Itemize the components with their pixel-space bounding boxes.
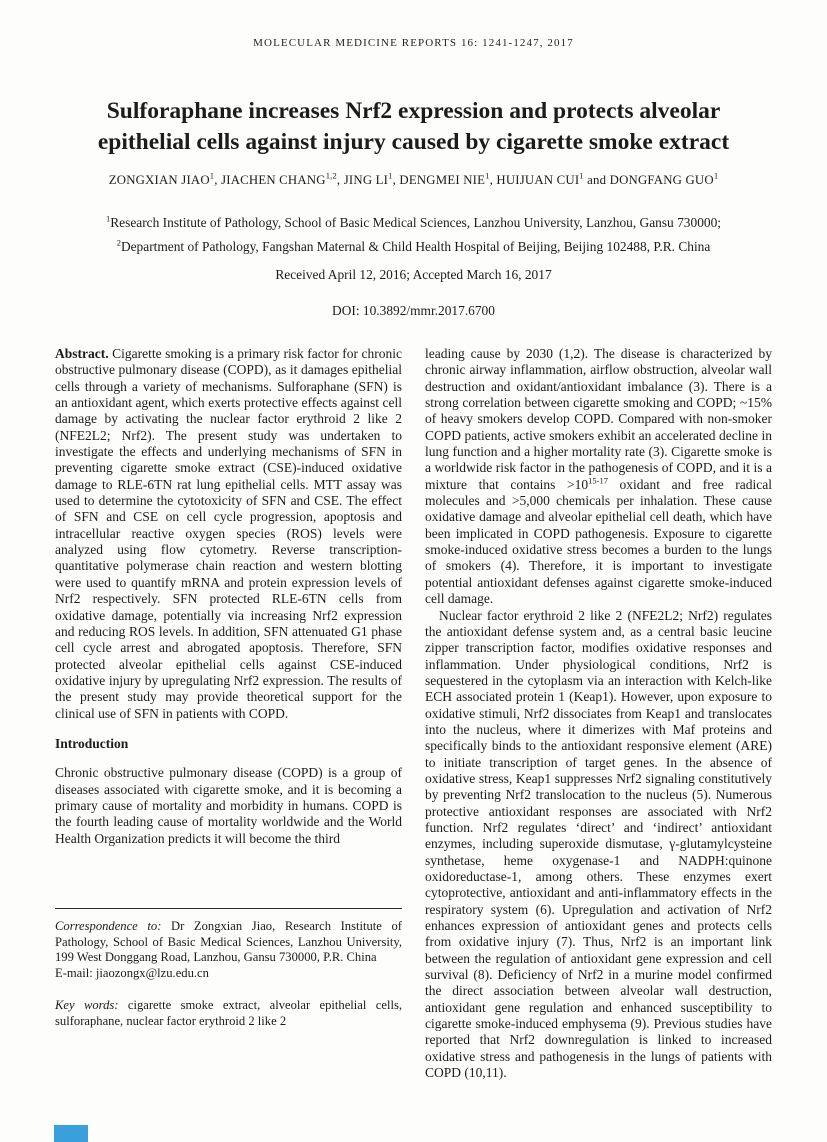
journal-header: MOLECULAR MEDICINE REPORTS 16: 1241-1247, 2017 — [253, 37, 574, 49]
keywords-note — [55, 998, 402, 1029]
introduction-paragraph-left: Chronic obstructive pulmonary disease (COPD) is a group of diseases associated with cigarette smoke, and it is becoming a primary cause of mortality and morbidity in humans. COPD is the fourth leading cause of mortality worldwide and the World Health Organization predicts it will become the third — [55, 765, 402, 846]
exponent-sup: 15-17 — [588, 475, 608, 486]
authors-line — [20, 170, 807, 188]
affiliations — [20, 211, 807, 259]
affiliation-sup: 1 — [106, 213, 111, 224]
introduction-paragraph-right-1: leading cause by 2030 (1,2). The disease is characterized by chronic airway inflammation, airflow obstruction, alveolar wall destruction and oxidant/antioxidant imbalance (3). There is a strong correlation between cigarette smoking and COPD; ~15% of heavy smokers develop COPD. Compared with non-smoker COPD patients, active smokers exhibit an accelerated decline in lung function and a higher mortality rate (3). Cigarette smoke is a worldwide risk factor in the pathogenesis of COPD, and it is a mixture that contains $>10^{15-17}$ oxidant and free radical molecules and >5,000 chemicals per inhalation. These cause oxidative damage and alveolar epithelial cell death, which have been implicated in COPD pathogenesis. Exposure to cigarette smoke-induced oxidative stress becomes a burden to the lungs of smokers (4). Therefore, it is important to investigate potential antioxidant defenses against cigarette smoke-induced cell damage. — [425, 346, 772, 607]
affiliation-line: $^2$Department of Pathology, Fangshan Maternal & Child Health Hospital of Beijing, Beijing 102488, P.R. China — [116, 237, 711, 254]
footnote-block — [55, 908, 402, 1029]
author: DONGFANG GUO$^1$ — [609, 170, 719, 187]
author-affiliation-sup: 1 — [209, 170, 215, 181]
doi: DOI: 10.3892/mmr.2017.6700 — [332, 303, 495, 318]
abstract-label: Abstract. — [55, 346, 109, 361]
affiliation-sup: 2 — [116, 237, 121, 248]
introduction-heading: Introduction — [55, 735, 129, 751]
right-column — [425, 346, 772, 1142]
author: HUIJUAN CUI$^1$ and — [496, 170, 610, 187]
abstract-paragraph — [55, 346, 402, 722]
two-column-body — [55, 346, 772, 1142]
author: JIACHEN CHANG$^{1,2}$, — [221, 170, 344, 187]
author: ZONGXIAN JIAO$^1$, — [108, 170, 222, 187]
correspondence-text: Dr Zongxian Jiao, Research Institute of Pathology, School of Basic Medical Sciences, Lanzhou University, 199 West Donggang Road, Lanzhou, Gansu 730000, P.R. China — [55, 919, 402, 965]
abstract-text: Cigarette smoking is a primary risk factor for chronic obstructive pulmonary disease (COPD), as it damages epithelial cells through a variety of mechanisms. Sulforaphane (SFN) is an antioxidant agent, which exerts protective effects against cell damage by activating the nuclear factor erythroid 2 like 2 (NFE2L2; Nrf2). The present study was undertaken to investigate the effects and underlying mechanisms of SFN in preventing cigarette smoke extract (CSE)-induced oxidative damage to RLE-6TN rat lung epithelial cells. MTT assay was used to determine the cytotoxicity of SFN and CSE. The effect of SFN and CSE on cell cycle progression, apoptosis and intracellular reactive oxygen species (ROS) levels were analyzed using flow cytometry. Reverse transcription-quantitative polymerase chain reaction and western blotting were used to quantify mRNA and protein expression levels of Nrf2 respectively. SFN protected RLE-6TN cells from oxidative damage, potentially via increasing Nrf2 expression and reducing ROS levels. In addition, SFN attenuated G1 phase cell cycle arrest and abrogated apoptosis. Therefore, SFN protected alveolar epithelial cells against CSE-induced oxidative injury by upregulating Nrf2 expression. The results of the present study may provide theoretical support for the clinical use of SFN in patients with COPD. — [55, 346, 402, 721]
author-affiliation-sup: 1,2 — [325, 170, 337, 181]
received-accepted-dates: Received April 12, 2016; Accepted March 16, 2017 — [275, 267, 552, 282]
article-title-line1: Sulforaphane increases Nrf2 expression and protects alveolar — [106, 98, 721, 124]
keywords-text: cigarette smoke extract, alveolar epithelial cells, sulforaphane, nuclear factor erythroid 2 like 2 — [55, 997, 402, 1028]
article-title — [30, 96, 797, 158]
article-title-line2: epithelial cells against injury caused by cigarette smoke extract — [97, 129, 730, 155]
introduction-paragraph-right-2: Nuclear factor erythroid 2 like 2 (NFE2L2; Nrf2) regulates the antioxidant defense system and, as a central basic leucine zipper transcription factor, modifies oxidative responses and inflammation. Under physiological conditions, Nrf2 is sequestered in the cytoplasm via an interaction with Kelch-like ECH associated protein 1 (Keap1). However, upon exposure to oxidative stimuli, Nrf2 dissociates from Keap1 and translocates into the nucleus, where it dimerizes with Maf proteins and specifically binds to the antioxidant responsive element (ARE) to initiate transcription of target genes. In the absence of oxidative stress, Keap1 suppresses Nrf2 signaling constitutively by preventing Nrf2 translocation to the nucleus (5). Numerous protective antioxidant responses are associated with Nrf2 function. Nrf2 regulates ‘direct’ and ‘indirect’ antioxidant enzymes, including superoxide dismutase, γ-glutamylcysteine synthetase, heme oxygenase-1 and NADPH:quinone oxidoreductase-1, among others. These enzymes exert cytoprotective, antioxidant and anti-inflammatory effects in the respiratory system (6). Upregulation and activation of Nrf2 enhances expression of antioxidant genes and protects cells from oxidative injury (7). Thus, Nrf2 is an important link between the regulation of antioxidant gene expression and cell survival (8). Deficiency of Nrf2 in a murine model confirmed the direct association between alveolar wall destruction, antioxidant gene regulation and enhanced susceptibility to cigarette smoke-induced emphysema (9). Previous studies have reported that Nrf2 downregulation is linked to increased oxidative stress and pathogenesis in the lungs of patients with COPD (10,11). — [425, 607, 772, 1081]
correspondence-note — [55, 919, 402, 966]
author: DENGMEI NIE$^1$, — [399, 170, 497, 187]
author-affiliation-sup: 1 — [579, 170, 584, 181]
author-affiliation-sup: 1 — [713, 170, 719, 181]
correspondence-label: Correspondence to: — [55, 919, 162, 933]
keywords-label: Key words: — [55, 997, 119, 1012]
author-affiliation-sup: 1 — [388, 170, 393, 181]
author: JING $LI^1$, — [343, 170, 400, 187]
affiliation-line: $^1$Research Institute of Pathology, School of Basic Medical Sciences, Lanzhou University, Lanzhou, Gansu 730000; — [106, 213, 721, 230]
correspondence-email: E-mail: jiaozongx@lzu.edu.cn — [55, 966, 209, 981]
left-column — [55, 346, 402, 1142]
author-affiliation-sup: 1 — [485, 170, 490, 181]
blue-highlight-marker — [54, 1125, 88, 1142]
